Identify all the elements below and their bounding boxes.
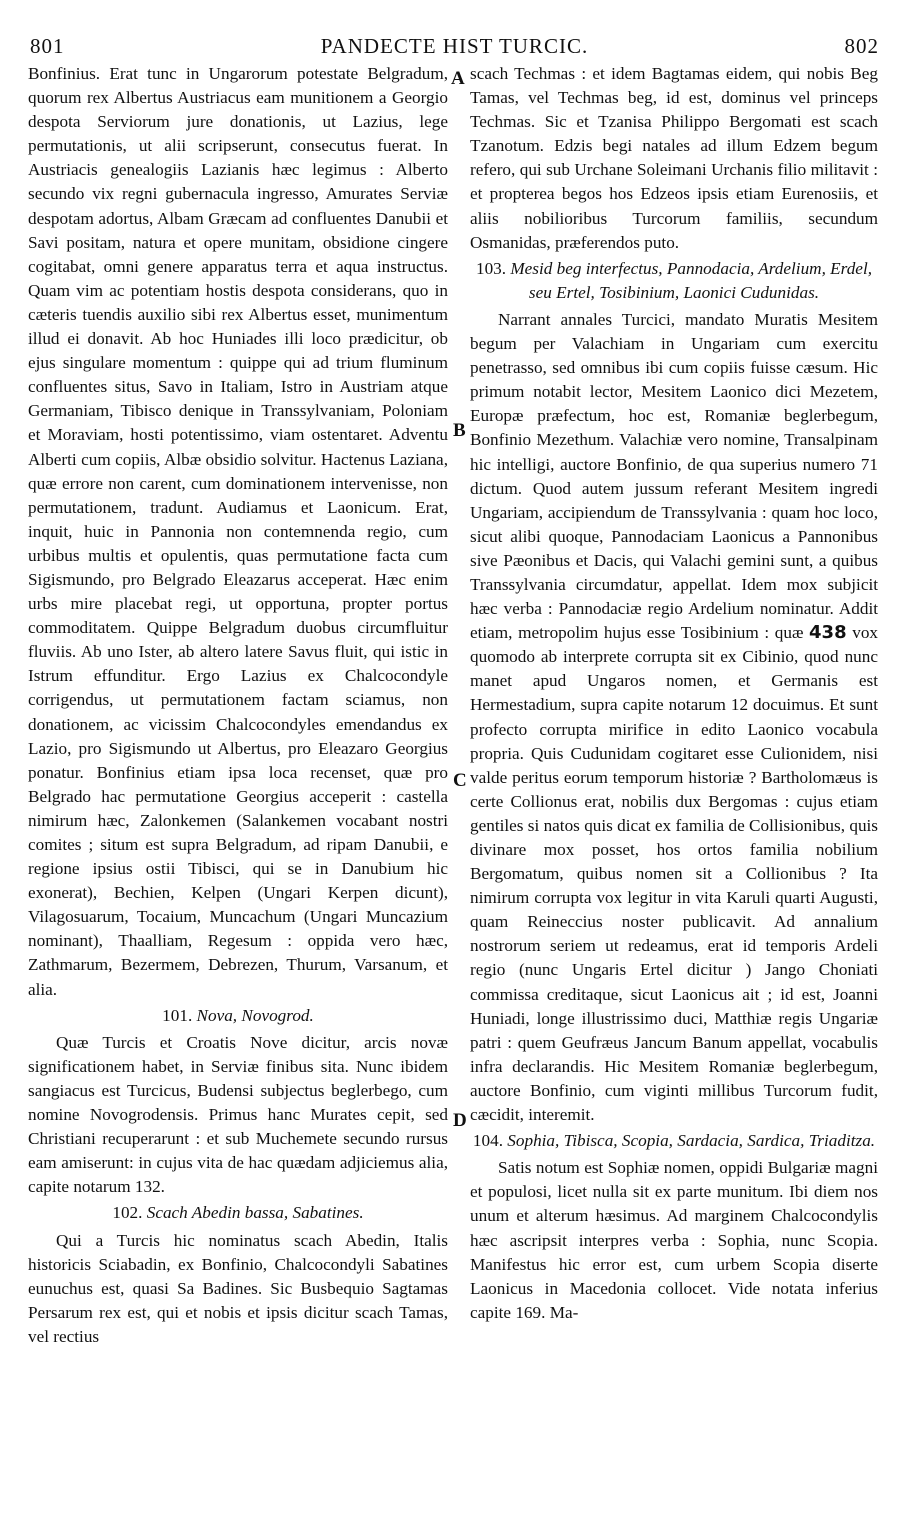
margin-letter-b: B	[453, 420, 466, 441]
paragraph-text: vox quomodo ab interprete corrupta sit ex Cibinio, quod nunc manet apud Ungaros nomen, et Germanis est Hermestadium, supra capite notarum 12 docuimus. Et sunt profecto corrupta mirifice in edito Laonico vocabula propria. Quis Cudunidam cogitaret esse Culionidem, nisi valde peritus eorum temporum historiæ ? Bartholomæus is certe Collionus erat, nobilis dux Bergomas : cujus etiam gentiles si natos quis dicat ex familia de Collisionibus, quis divinare mox posset, hos ortos familia nobilium Bergomatum, quibus nomen sit a Collionibus ? Ita nimirum corrupta vox legitur in vita Karuli quarti Augusti, quam Reineccius noster publicavit. Ad annalium nostrorum seriem ut redeamus, erat id temporis Ardeli regio (nunc Ungaris Ertel dicitur ) Jango Choniati commissa creditaque, sicut Laonicus ait ; id est, Joanni Huniadi, longe illustrissimo duci, Matthiæ regis Ungariæ patri : quem Geufræus Jancum Banum appellat, vocabulis infra declarandis. Hic Mesitem Romaniæ beglerbegum, auctore Bonfinio, cum viginti millibus Turcorum fudit, cæcidit, interemit.	[470, 623, 879, 1125]
running-head	[30, 34, 879, 60]
section-number: 103.	[475, 258, 507, 278]
section-title: Mesid beg interfectus, Pannodacia, Ardelium, Erdel, seu Ertel, Tosibinium, Laonici Cudunidas.	[510, 258, 873, 302]
paragraph-mesid-beg	[470, 308, 878, 1127]
section-heading-104	[470, 1129, 878, 1153]
section-number: 101.	[162, 1005, 193, 1025]
section-heading-102	[28, 1201, 448, 1225]
page-number-left: 801	[30, 34, 65, 58]
section-title: Scach Abedin bassa, Sabatines.	[146, 1203, 364, 1223]
running-title: PANDECTE HIST TURCIC.	[320, 34, 589, 58]
right-column	[470, 62, 878, 1325]
paragraph-belgradum: Bonfinius. Erat tunc in Ungarorum potestate Belgradum, quorum rex Albertus Austriacus eam munitionem a Georgio despota Serviorum jure donationis, ut Lazius, lege permutationis, ut alii scripserunt, consecutus fuerat. In Austriacis genealogiis Lazianis hæc legimus : Alberto secundo vix regni gubernacula ingresso, Amurates Serviæ despotam adortus, Albam Græcam ad confluentes Danubii et Savi positam, natura et opere munitam, obsidione cingere cogitabat, omni genere apparatus terra et aqua instructus. Quam vim ac potentiam hostis despota considerans, quo in cæteris tuendis auxilio sibi rex Albertus esset, munimentum illud ei donavit. Ab hoc Huniades illi loco prædicitur, ob ejus singulare momentum : quippe qui ad trium fluminum confluentes situs, Savo in Italiam, Istro in Austriam atque Germaniam, Tibisco denique in Transsylvaniam, Poloniam et Moraviam, hosti potentissimo, viam ostentaret. Adventu Alberti cum copiis, Albæ obsidio solvitur. Hactenus Laziana, quæ errore non carent, cum dominationem intervenisse, non permutationem, tradunt. Audiamus et Laonicum. Erat, inquit, huic in Pannonia non contemnenda regio, cum urbibus multis et opulentis, quas permutatione facta cum Sigismundo, pro Belgrado Eleazarus acceperat. Hæc enim urbs mire placebat regi, ut opportuna, propter portus commoditatem. Quippe Belgradum duobus circumfluitur fluviis. Ab uno Ister, ab altero latere Savus fluit, qui istic in Istrum effunditur. Ergo Lazius ex Chalcocondyle corrigendus, ut permutationem factam sciamus, non donationem, ac vicissim Chalcocondyles emendandus ex Lazio, pro Sigismundo ut Albertus, pro Eleazaro Georgius ponatur. Bonfinius etiam ipsa loca recenset, quæ pro Belgrado hac permutatione Georgius acceperit : castella nimirum hæc, Zalonkemen (Salankemen vocabant nostri comites ; situm est supra Belgradum, ad ripam Danubii, e regione ipsius ostii Tibisci, qui se in Danubium hic exonerat), Bechien, Kelpen (Ungari Kerpen dicunt), Vilagosuarum, Tocaium, Muncachum (Ungari Muncazium nominant), Thaalliam, Regesum : oppida vero hæc, Zathmarum, Bezermem, Debrezen, Thurum, Varsanum, et alia.	[28, 64, 448, 999]
paragraph-sophia: Satis notum est Sophiæ nomen, oppidi Bulgariæ magni et populosi, licet nulla sit ex parte munitum. Ibi diem nos unum et alterum hæsimus. Ad marginem Chalcocondylis hæc ascripsit interpres verba : Sophia, nunc Scopia. Manifestus hic error est, cum urbem Scopia diserte Laonicus in Macedonia collocet. Vide notata inferius capite 169. Ma-	[470, 1158, 878, 1322]
margin-letter-c: C	[453, 770, 467, 791]
section-heading-101	[28, 1004, 448, 1028]
page-number-right: 802	[844, 34, 879, 58]
section-heading-103	[470, 257, 878, 305]
section-number: 102.	[112, 1203, 143, 1223]
section-number: 104.	[472, 1131, 503, 1151]
section-title: Nova, Novogrod.	[196, 1005, 314, 1025]
left-column	[28, 62, 448, 1349]
paragraph-scach-abedin: Qui a Turcis hic nominatus scach Abedin, Italis historicis Sciabadin, ex Bonfinio, Chalcocondyli Sabatines eunuchus est, quasi Sa Badines. Sic Busbequio Sagtamas Persarum rex est, qui et nobis et ipsis dicitur scach Tamas, vel rectius	[28, 1230, 448, 1346]
page-stamp-number: 438	[809, 622, 847, 644]
section-title: Sophia, Tibisca, Scopia, Sardacia, Sardica, Triaditza.	[507, 1131, 876, 1151]
paragraph-scach-techmas: scach Techmas : et idem Bagtamas eidem, qui nobis Beg Tamas, vel Techmas beg, id est, dominus vel princeps Techmas. Sic et Tzanisa Philippo Bergomati est scach Tzanotum. Edzis begi natales ad illum Edzem begum refero, qui sub Urchane Soleimani Urchanis filio militavit : et propterea begos hos Edzeos ipsis etiam Eurenosiis, et aliis nobilioribus Turcorum familiis, secundum Osmanidas, præferendos puto.	[470, 64, 878, 252]
margin-letter-a: A	[451, 68, 465, 89]
paragraph-nova: Quæ Turcis et Croatis Nove dicitur, arcis novæ significationem habet, in Serviæ finibus sita. Nunc ibidem sangiacus est Turcicus, Budensi subjectus beglerbego, cum nomine Novogrodensis. Primus hanc Murates cepit, sed Christiani recuperarunt : et sub Muchemete secundo rursus eam amiserunt: in cujus vita de hac quædam adjiciemus alia, capite notarum 132.	[28, 1032, 448, 1197]
paragraph-text: Narrant annales Turcici, mandato Muratis Mesitem begum per Valachiam in Ungariam cum exercitu penetrasso, sed omnibus ibi cum copiis fuisse cæsum. Hic primum notabit lector, Mesitem Laonico dici Mezetem, Europæ præfectum, hoc est, Romaniæ beglerbegum, Bonfinio Mezethum. Valachiæ vero nomine, Transalpinam hic intelligi, auctore Bonfinio, de qua superius numero 71 dictum. Quod autem jussum referant Mesitem ingredi Ungariam, accipiendum de Transsylvania : quam hoc loco, sicut alibi quoque, Pannodaciam Laonicus a Pannonibus sive Pæonibus et Dacis, qui Valachi gemini sunt, a quibus Transsylvania circumdatur, appellat. Idem mox subjicit hæc verba : Pannodaciæ regio Ardelium nominatur. Addit etiam, metropolim hujus esse Tosibinium : quæ	[470, 309, 878, 643]
margin-letter-d: D	[453, 1110, 467, 1131]
